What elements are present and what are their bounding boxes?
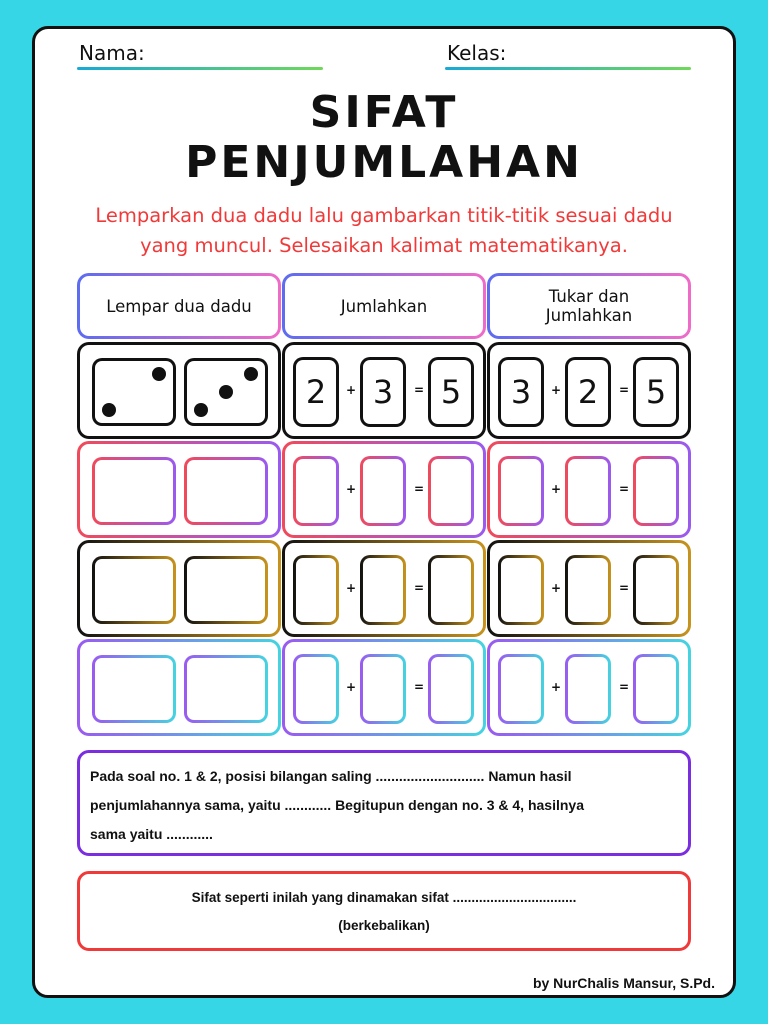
plus-sign: + bbox=[346, 383, 357, 397]
number-box-blank[interactable] bbox=[360, 456, 406, 526]
column-header-1 bbox=[77, 273, 281, 339]
number-box-blank[interactable] bbox=[633, 654, 679, 724]
number-box bbox=[428, 357, 474, 427]
plus-sign: + bbox=[346, 680, 357, 694]
number-value: 3 bbox=[501, 360, 541, 424]
equals-sign: = bbox=[414, 482, 425, 496]
instruction-line2: yang muncul. Selesaikan kalimat matematikanya. bbox=[140, 234, 628, 257]
equals-sign: = bbox=[619, 383, 630, 397]
note1-line1: Pada soal no. 1 & 2, posisi bilangan saling ............................ Namun hasil bbox=[90, 768, 572, 784]
column-header-3-label: Tukar dan Jumlahkan bbox=[490, 276, 688, 336]
number-box-blank[interactable] bbox=[498, 555, 544, 625]
die-blank[interactable] bbox=[184, 556, 268, 624]
equals-sign: = bbox=[619, 581, 630, 595]
equals-sign: = bbox=[414, 383, 425, 397]
die-dot bbox=[219, 385, 233, 399]
number-box bbox=[565, 357, 611, 427]
title-line2: PENJUMLAHAN bbox=[185, 137, 583, 188]
number-value: 5 bbox=[636, 360, 676, 424]
equals-sign: = bbox=[414, 680, 425, 694]
number-box-blank[interactable] bbox=[565, 654, 611, 724]
kelas-line bbox=[445, 67, 691, 70]
number-box-blank[interactable] bbox=[360, 555, 406, 625]
author-credit: by NurChalis Mansur, S.Pd. bbox=[532, 975, 715, 991]
number-value: 3 bbox=[363, 360, 403, 424]
plus-sign: + bbox=[346, 581, 357, 595]
example-sum-cell bbox=[282, 342, 486, 439]
die-dot bbox=[152, 367, 166, 381]
row3-swap-cell bbox=[487, 639, 691, 736]
column-header-2 bbox=[282, 273, 486, 339]
number-box-blank[interactable] bbox=[428, 555, 474, 625]
number-box-blank[interactable] bbox=[428, 456, 474, 526]
worksheet bbox=[32, 26, 736, 998]
row1-sum-cell bbox=[282, 441, 486, 538]
plus-sign: + bbox=[551, 482, 562, 496]
number-box-blank[interactable] bbox=[360, 654, 406, 724]
row3-sum-cell bbox=[282, 639, 486, 736]
number-box-blank[interactable] bbox=[633, 456, 679, 526]
number-box-blank[interactable] bbox=[293, 555, 339, 625]
die-dot bbox=[244, 367, 258, 381]
number-box-blank[interactable] bbox=[498, 654, 544, 724]
row2-sum-cell bbox=[282, 540, 486, 637]
row1-swap-cell bbox=[487, 441, 691, 538]
nama-label: Nama: bbox=[79, 41, 145, 65]
nama-line bbox=[77, 67, 323, 70]
number-value: 2 bbox=[296, 360, 336, 424]
conclusion-note bbox=[77, 871, 691, 951]
equals-sign: = bbox=[414, 581, 425, 595]
plus-sign: + bbox=[551, 383, 562, 397]
die-three bbox=[184, 358, 268, 426]
fill-in-note bbox=[77, 750, 691, 856]
equals-sign: = bbox=[619, 680, 630, 694]
number-box-blank[interactable] bbox=[565, 555, 611, 625]
kelas-label: Kelas: bbox=[447, 41, 507, 65]
plus-sign: + bbox=[551, 680, 562, 694]
die-dot bbox=[194, 403, 208, 417]
row1-dice-cell bbox=[77, 441, 281, 538]
number-box bbox=[360, 357, 406, 427]
plus-sign: + bbox=[551, 581, 562, 595]
number-box bbox=[293, 357, 339, 427]
die-two bbox=[92, 358, 176, 426]
number-box-blank[interactable] bbox=[293, 654, 339, 724]
column-header-2-label: Jumlahkan bbox=[285, 276, 483, 336]
row3-dice-cell bbox=[77, 639, 281, 736]
equals-sign: = bbox=[619, 482, 630, 496]
number-box bbox=[633, 357, 679, 427]
example-swap-cell bbox=[487, 342, 691, 439]
row2-swap-cell bbox=[487, 540, 691, 637]
die-blank[interactable] bbox=[92, 556, 176, 624]
die-blank[interactable] bbox=[184, 457, 268, 525]
number-box-blank[interactable] bbox=[565, 456, 611, 526]
number-box-blank[interactable] bbox=[633, 555, 679, 625]
column-header-3 bbox=[487, 273, 691, 339]
plus-sign: + bbox=[346, 482, 357, 496]
row2-dice-cell bbox=[77, 540, 281, 637]
instruction-line1: Lemparkan dua dadu lalu gambarkan titik-titik sesuai dadu bbox=[95, 204, 673, 227]
die-blank[interactable] bbox=[92, 655, 176, 723]
title-line1: SIFAT bbox=[309, 87, 459, 138]
column-header-1-label: Lempar dua dadu bbox=[80, 276, 278, 336]
note2-line2: (berkebalikan) bbox=[338, 918, 430, 933]
example-dice-cell bbox=[77, 342, 281, 439]
number-box-blank[interactable] bbox=[428, 654, 474, 724]
note2-line1: Sifat seperti inilah yang dinamakan sifat ................................. bbox=[191, 890, 577, 905]
die-blank[interactable] bbox=[184, 655, 268, 723]
number-box bbox=[498, 357, 544, 427]
number-value: 2 bbox=[568, 360, 608, 424]
die-dot bbox=[102, 403, 116, 417]
number-box-blank[interactable] bbox=[498, 456, 544, 526]
note1-line2: penjumlahannya sama, yaitu ............ Begitupun dengan no. 3 & 4, hasilnya bbox=[90, 797, 584, 813]
number-box-blank[interactable] bbox=[293, 456, 339, 526]
die-blank[interactable] bbox=[92, 457, 176, 525]
note1-line3: sama yaitu ............ bbox=[90, 826, 213, 842]
number-value: 5 bbox=[431, 360, 471, 424]
